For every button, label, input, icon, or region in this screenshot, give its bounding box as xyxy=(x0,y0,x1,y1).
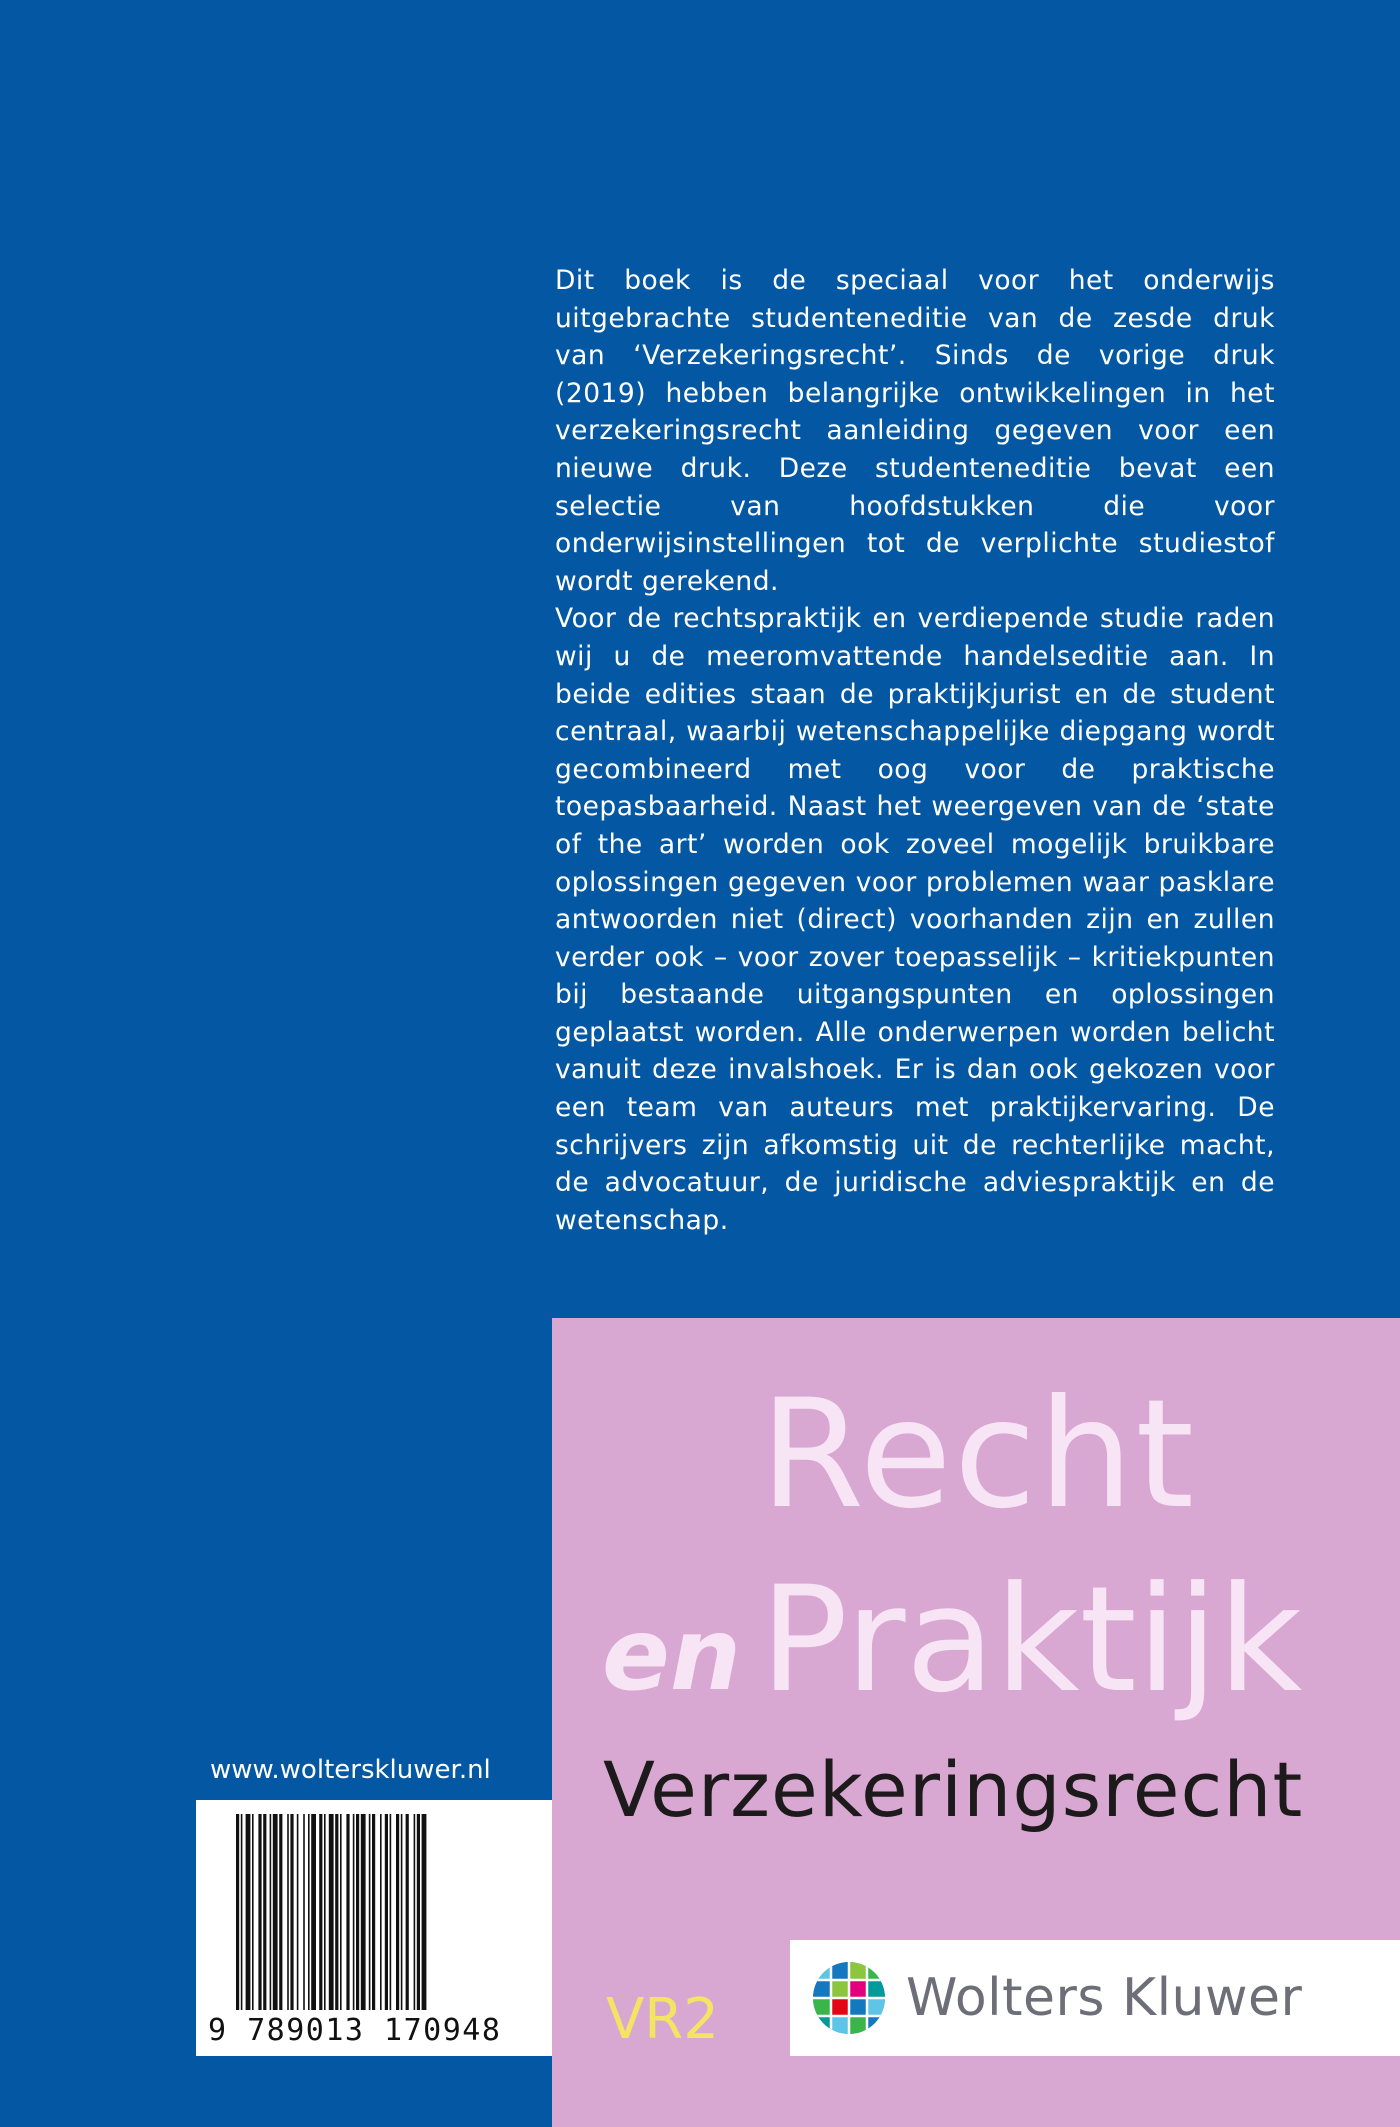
publisher-url: www.wolterskluwer.nl xyxy=(210,1755,491,1785)
series-title-praktijk: Praktijk xyxy=(760,1555,1303,1725)
book-subject-title: Verzekeringsrecht xyxy=(603,1745,1304,1834)
description-paragraph-1: Dit boek is de speciaal voor het onderwijs uitgebrachte studenteneditie van de zesde druk van ‘Verzekeringsrecht’. Sinds de vorige druk (2019) hebben belangrijke ontwikkelingen in het verzekeringsrecht aanleiding gegeven voor een nieuwe druk. Deze studenteneditie bevat een selectie van hoofdstukken die voor onderwijsinstellingen tot de verplichte studiestof wordt gerekend. xyxy=(555,265,1275,597)
description-paragraph-2: Voor de rechtspraktijk en verdiepende studie raden wij u de meeromvattende handelseditie aan. In beide edities staan de praktijkjurist en de student centraal, waarbij wetenschappelijke diepgang wordt gecombineerd met oog voor de praktische toepasbaarheid. Naast het weergeven van de ‘state of the art’ worden ook zoveel mogelijk bruikbare oplossingen gegeven voor problemen waar pasklare antwoorden niet (direct) voorhanden zijn en zullen verder ook – voor zover toepasselijk – kritiekpunten bij bestaande uitgangspunten en oplossingen geplaatst worden. Alle onderwerpen worden belicht vanuit deze invalshoek. Er is dan ook gekozen voor een team van auteurs met praktijkervaring. De schrijvers zijn afkomstig uit de rechterlijke macht, de advocatuur, de juridische adviespraktijk en de wetenschap. xyxy=(555,603,1275,1236)
back-cover-description xyxy=(555,262,1275,1239)
wolters-kluwer-globe-icon xyxy=(812,1961,886,2035)
publisher-name: Wolters Kluwer xyxy=(906,1968,1303,2028)
barcode-digits: 9 789013 170948 xyxy=(208,2013,502,2048)
series-title-en: en xyxy=(602,1596,742,1713)
barcode xyxy=(196,1800,552,2056)
series-title-recht: Recht xyxy=(760,1368,1197,1542)
publisher-logo xyxy=(790,1940,1400,2056)
barcode-bars xyxy=(236,1814,512,2014)
series-code: VR2 xyxy=(606,1987,719,2052)
